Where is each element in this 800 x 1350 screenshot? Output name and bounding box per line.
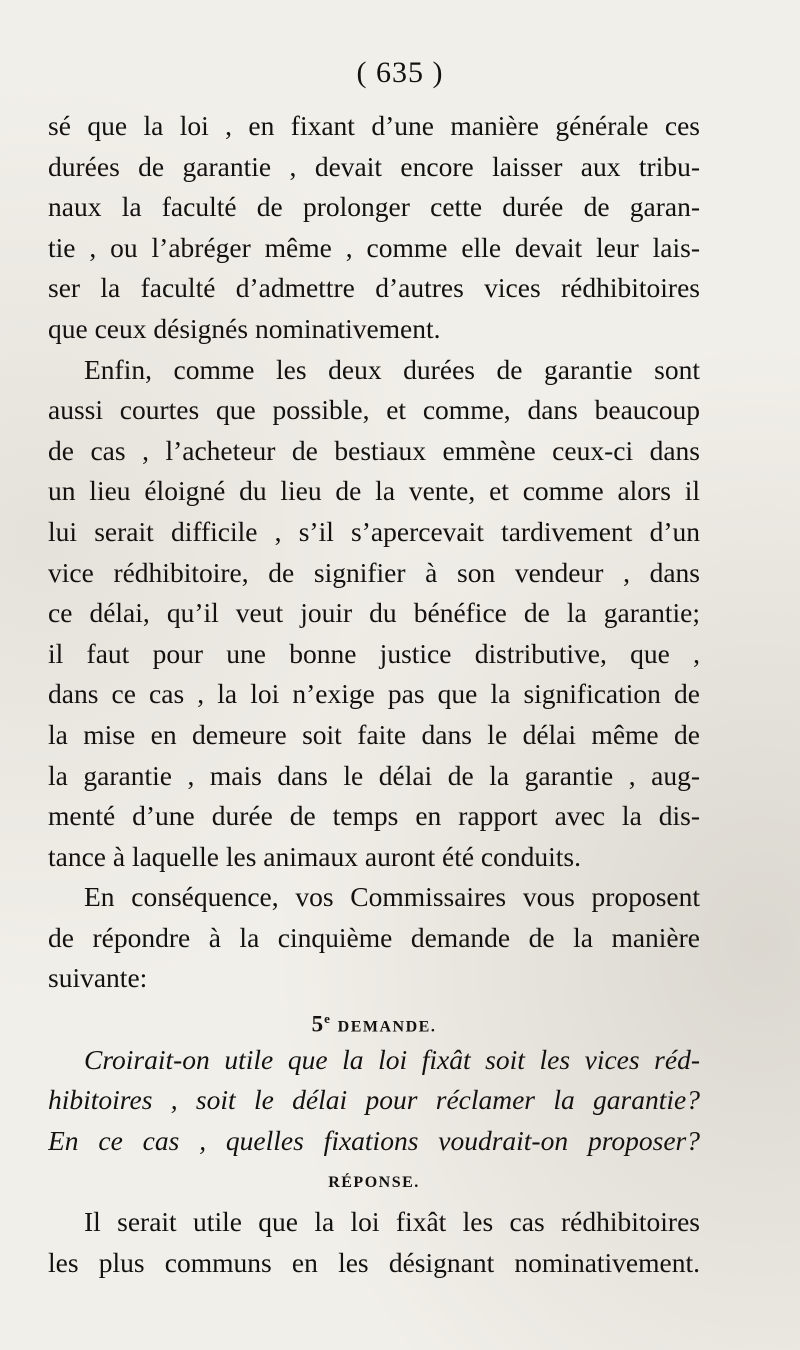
text-line: que ceux désignés nominativement. (48, 312, 441, 344)
reponse-heading: RÉPONSE. (328, 1174, 420, 1192)
text-line: tie , ou l’abréger même , comme elle devait leur lais- (48, 231, 700, 263)
text-line: En ce cas , quelles fixations voudrait-on proposer? (48, 1124, 700, 1156)
text-line: naux la faculté de prolonger cette durée de garan- (48, 191, 700, 223)
text-line: Croirait-on utile que la loi fixât soit les vices réd- (84, 1043, 700, 1075)
text-line: il faut pour une bonne justice distributive, que , (48, 637, 700, 669)
text-line: ce délai, qu’il veut jouir du bénéfice de la garantie; (48, 597, 700, 629)
question-text (48, 1040, 700, 1162)
demande-label: DEMANDE. (337, 1018, 437, 1036)
text-line: tance à laquelle les animaux auront été conduits. (48, 840, 581, 872)
text-line: menté d’une durée de temps en rapport avec la dis- (48, 800, 700, 832)
body-text (48, 106, 700, 1283)
text-line: Il serait utile que la loi fixât les cas rédhibitoires (84, 1206, 700, 1238)
text-line: hibitoires , soit le délai pour réclamer la garantie? (48, 1084, 700, 1116)
demande-superscript: e (324, 1011, 331, 1027)
text-line: lui serait difficile , s’il s’apercevait tardivement d’un (48, 515, 700, 547)
answer-text (48, 1202, 700, 1283)
text-line: dans ce cas , la loi n’exige pas que la signification de (48, 678, 700, 710)
text-line: sé que la loi , en fixant d’une manière générale ces (48, 110, 700, 141)
text-line: la garantie , mais dans le délai de la garantie , aug- (48, 759, 700, 791)
text-line: un lieu éloigné du lieu de la vente, et comme alors il (48, 475, 700, 507)
demande-number: 5 (311, 1011, 325, 1037)
paragraph-enfin (48, 350, 700, 878)
text-line: de répondre à la cinquième demande de la manière (48, 921, 700, 953)
paragraph-continuation (48, 106, 700, 350)
text-line: la mise en demeure soit faite dans le délai même de (48, 718, 700, 750)
text-line: suivante: (48, 962, 148, 994)
text-line: aussi courtes que possible, et comme, dans beaucoup (48, 394, 700, 426)
text-line: Enfin, comme les deux durées de garantie sont (84, 353, 700, 385)
text-line: En conséquence, vos Commissaires vous proposent (84, 881, 700, 913)
page-number: ( 635 ) (356, 56, 444, 89)
demande-heading (48, 999, 700, 1040)
text-line: durées de garantie , devait encore laisser aux tribu- (48, 150, 700, 182)
text-line: vice rédhibitoire, de signifier à son vendeur , dans (48, 556, 700, 588)
text-line: de cas , l’acheteur de bestiaux emmène ceux-ci dans (48, 434, 700, 466)
paragraph-consequence (48, 877, 700, 999)
text-line: ser la faculté d’admettre d’autres vices rédhibitoires (48, 272, 700, 304)
text-line: les plus communs en les désignant nominativement. (48, 1246, 700, 1278)
